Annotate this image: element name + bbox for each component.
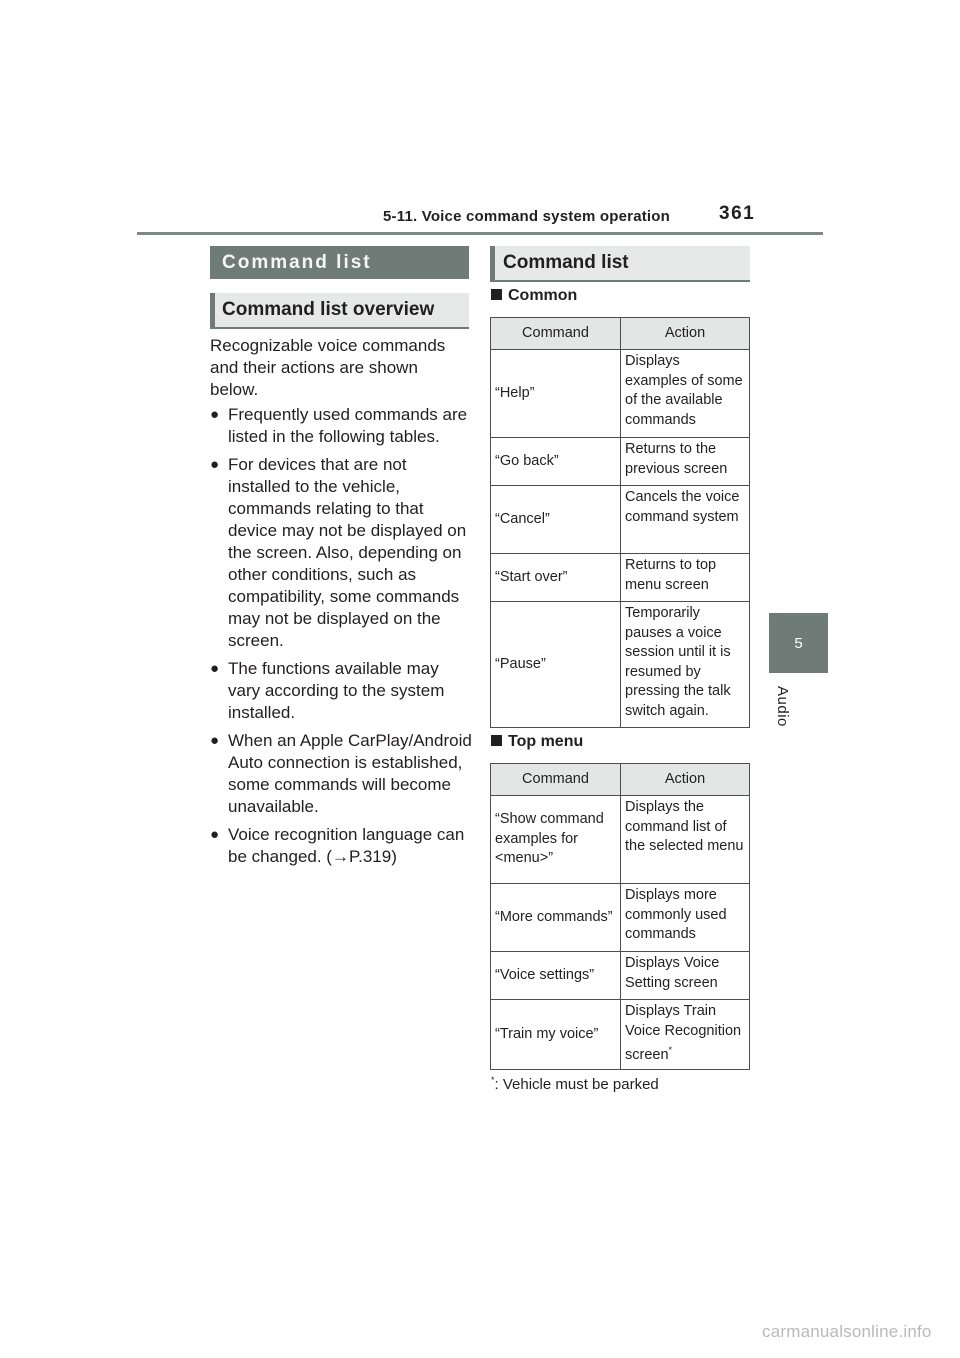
bullet-text: Voice recognition language can be changed. (→P.319) [228,825,465,866]
command-cell: “Go back” [491,438,621,486]
footnote [491,1075,659,1093]
command-cell: “Show command examples for <menu>” [491,796,621,884]
command-cell: “More commands” [491,884,621,952]
bullet-dot-icon: ● [210,732,220,749]
section-title-text: Command list [222,251,372,273]
action-cell: Temporarily pauses a voice session until it is resumed by pressing the talk switch again. [621,602,750,728]
action-cell: Returns to top menu screen [621,554,750,602]
bullet-dot-icon: ● [210,406,220,423]
bullet-text: For devices that are not installed to the vehicle, commands relating to that device may not be displayed on the screen. Also, depending on other conditions, such as compatibility, some commands may not be displayed on the screen. [228,455,467,650]
chapter-title: 5-11. Voice command system operation [383,208,671,225]
command-cell: “Voice settings” [491,952,621,1000]
bullet-dot-icon: ● [210,826,220,843]
common-heading [491,287,577,305]
chapter-tab: 5 [769,613,828,673]
bullet-item [210,454,472,652]
command-cell: “Cancel” [491,486,621,554]
command-cell: “Train my voice” [491,1000,621,1070]
bullet-dot-icon: ● [210,660,220,677]
page-number: 361 [719,203,756,224]
table-header-row [491,764,750,796]
command-cell: “Start over” [491,554,621,602]
column-header-action: Action [621,764,750,796]
action-cell: Displays Voice Setting screen [621,952,750,1000]
column-header-command: Command [491,764,621,796]
bullet-dot-icon: ● [210,456,220,473]
table-header-row [491,318,750,350]
watermark: carmanualsonline.info [762,1322,932,1341]
table-row [491,438,750,486]
common-command-table [490,317,750,728]
right-section-title [490,246,750,280]
bullet-text: When an Apple CarPlay/Android Auto connection is established, some commands will become unavailable. [228,731,472,816]
table-row [491,602,750,728]
action-cell [621,1000,750,1070]
column-header-command: Command [491,318,621,350]
section-title [210,246,469,279]
top-menu-heading [491,733,583,751]
action-cell: Displays more commonly used commands [621,884,750,952]
bullet-item [210,824,472,868]
table-row [491,884,750,952]
command-cell: “Help” [491,350,621,438]
square-bullet-icon [491,735,502,746]
action-cell: Cancels the voice command system [621,486,750,554]
table-row [491,952,750,1000]
footnote-marker: * [668,1045,673,1055]
subsection-title [210,293,469,327]
subsection-title-text: Command list overview [222,299,435,320]
top-menu-heading-text: Top menu [508,733,584,750]
command-cell: “Pause” [491,602,621,728]
right-section-title-text: Command list [503,252,629,273]
table-row [491,1000,750,1070]
action-cell: Returns to the previous screen [621,438,750,486]
column-header-action: Action [621,318,750,350]
top-menu-command-table [490,763,750,1070]
action-cell: Displays the command list of the selected menu [621,796,750,884]
table-row [491,554,750,602]
chapter-tab-label: Audio [774,686,791,727]
bullet-item [210,730,472,818]
table-row [491,486,750,554]
square-bullet-icon [491,289,502,300]
table-row [491,350,750,438]
table-row [491,796,750,884]
intro-paragraph: Recognizable voice commands and their actions are shown below. [210,336,446,399]
footnote-text: : Vehicle must be parked [494,1076,659,1093]
bullet-text: The functions available may vary according to the system installed. [228,659,445,722]
footnote-marker: * [491,1075,495,1085]
bullet-list [210,404,472,874]
action-cell: Displays examples of some of the available commands [621,350,750,438]
common-heading-text: Common [508,287,578,304]
bullet-item [210,404,472,448]
action-text: Displays Train Voice Recognition screen [625,1003,742,1063]
bullet-text: Frequently used commands are listed in the following tables. [228,405,468,446]
bullet-item [210,658,472,724]
header-divider [137,232,823,235]
